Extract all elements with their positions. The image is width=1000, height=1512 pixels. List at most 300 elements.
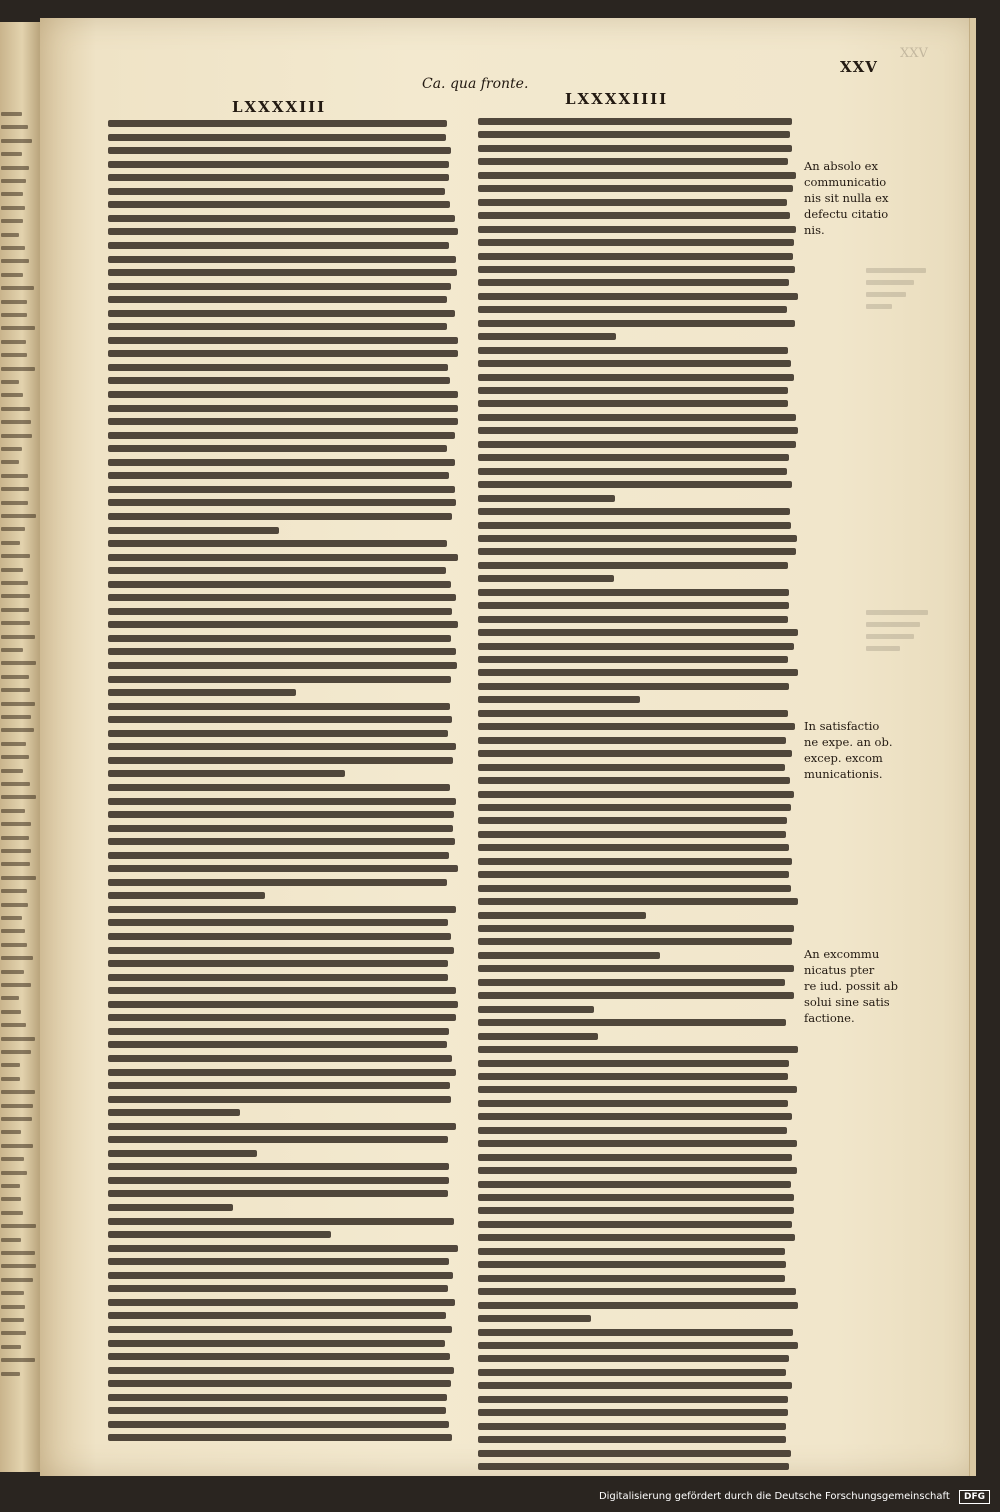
left-column-text-line — [108, 892, 265, 899]
left-column-text-line — [108, 1312, 446, 1319]
right-column-text-line — [478, 925, 794, 932]
left-column-text-line — [108, 703, 450, 710]
left-column-text-line — [108, 554, 458, 561]
footer-credit — [599, 1490, 990, 1504]
right-column-text-line — [478, 871, 789, 878]
right-column-text-line — [478, 145, 792, 152]
previous-page-text-line — [1, 916, 22, 920]
right-column-text-line — [478, 1006, 594, 1013]
right-column-text-line — [478, 669, 798, 676]
left-column-text-line — [108, 269, 457, 276]
right-column-text-line — [478, 347, 788, 354]
previous-page-text-line — [1, 340, 26, 344]
left-column-text-line — [108, 364, 448, 371]
left-column-text-line — [108, 242, 449, 249]
previous-page-text-line — [1, 407, 30, 411]
left-column-text-line — [108, 1014, 456, 1021]
right-column-text-line — [478, 885, 791, 892]
right-column-text-line — [478, 575, 614, 582]
right-column-text-line — [478, 1342, 798, 1349]
previous-page-text-line — [1, 943, 27, 947]
left-column-text-line — [108, 499, 456, 506]
right-column-text-line — [478, 750, 792, 757]
previous-page-text-line — [1, 1037, 35, 1041]
previous-page-text-line — [1, 568, 23, 572]
right-column-text-line — [478, 1033, 598, 1040]
right-column-text-line — [478, 1221, 792, 1228]
previous-page-text-line — [1, 259, 29, 263]
previous-page-text-line — [1, 367, 35, 371]
left-column-text-line — [108, 1258, 449, 1265]
left-column-text-line — [108, 201, 450, 208]
previous-page-text-line — [1, 836, 29, 840]
left-column-text-line — [108, 798, 456, 805]
previous-page-text-line — [1, 393, 23, 397]
left-column-text-line — [108, 594, 456, 601]
previous-page-text-line — [1, 1023, 26, 1027]
left-column-text-line — [108, 540, 447, 547]
previous-page-text-line — [1, 983, 31, 987]
previous-page-text-line — [1, 889, 27, 893]
left-column-text-line — [108, 323, 447, 330]
previous-page-text-line — [1, 273, 23, 277]
left-column-text-line — [108, 188, 445, 195]
left-column-text-line — [108, 337, 458, 344]
previous-page-text-line — [1, 822, 31, 826]
left-column-text-line — [108, 1285, 448, 1292]
previous-page-text-line — [1, 527, 25, 531]
right-column-text-line — [478, 737, 786, 744]
right-column-text-line — [478, 764, 785, 771]
previous-page-text-line — [1, 380, 19, 384]
right-column-text-line — [478, 400, 788, 407]
right-column-text-line — [478, 791, 794, 798]
right-column-text-line — [478, 952, 660, 959]
right-column-text-line — [478, 1288, 796, 1295]
left-column-text-line — [108, 838, 455, 845]
left-column-text-line — [108, 662, 457, 669]
previous-page-text-line — [1, 795, 36, 799]
left-column-text-line — [108, 120, 447, 127]
right-column-text-line — [478, 320, 795, 327]
previous-page-text-line — [1, 434, 32, 438]
right-column-text-line — [478, 992, 794, 999]
right-column-text-line — [478, 266, 795, 273]
previous-page-text-line — [1, 849, 31, 853]
previous-page-text-line — [1, 460, 19, 464]
running-title: Ca. qua fronte. — [422, 76, 529, 92]
footer-bar — [0, 1476, 1000, 1512]
left-column-text-line — [108, 621, 458, 628]
right-column-text-line — [478, 333, 616, 340]
left-column-text-line — [108, 960, 448, 967]
margin-note-absolutio: An absolo ex communicatio nis sit nulla ex defectu citatio nis. — [804, 159, 889, 237]
right-column-text-line — [478, 1086, 797, 1093]
previous-page-text-line — [1, 876, 36, 880]
right-column-text-line — [478, 1302, 798, 1309]
footer-credit-text: Digitalisierung gefördert durch die Deutsche Forschungsgemeinschaft — [598, 1491, 950, 1502]
right-column-text-line — [478, 253, 793, 260]
right-column-text-line — [478, 414, 796, 421]
left-column-text-line — [108, 1380, 451, 1387]
left-column-text-line — [108, 608, 452, 615]
left-column-text-line — [108, 1218, 454, 1225]
left-column-text-line — [108, 1109, 240, 1116]
previous-page-text-line — [1, 755, 29, 759]
previous-page-text-line — [1, 1117, 32, 1121]
previous-page-text-line — [1, 1372, 20, 1376]
left-column-number: LXXXXIII — [232, 98, 327, 116]
previous-page-text-line — [1, 139, 32, 143]
right-column-text-line — [478, 1355, 789, 1362]
left-column-text-line — [108, 1163, 449, 1170]
left-column-text-line — [108, 134, 446, 141]
right-column-text-line — [478, 495, 615, 502]
left-column-text-line — [108, 1150, 257, 1157]
previous-page-text-line — [1, 1291, 24, 1295]
left-column-text-line — [108, 852, 449, 859]
left-column-text-line — [108, 1028, 449, 1035]
left-column-text-line — [108, 865, 458, 872]
previous-page-text-line — [1, 809, 25, 813]
right-column-text-line — [478, 696, 640, 703]
right-column-text-line — [478, 1234, 795, 1241]
right-column-text-line — [478, 481, 792, 488]
left-column-text-line — [108, 1340, 445, 1347]
left-column-text-line — [108, 418, 458, 425]
left-column-text-line — [108, 1055, 452, 1062]
right-column-text-line — [478, 454, 789, 461]
previous-page-text-line — [1, 179, 26, 183]
offset-text-line — [866, 280, 914, 285]
right-column-text-line — [478, 1369, 786, 1376]
left-column-text-line — [108, 391, 458, 398]
previous-page-text-line — [1, 956, 33, 960]
left-column-text-line — [108, 1421, 449, 1428]
previous-page-text-line — [1, 728, 34, 732]
offset-text-line — [866, 634, 914, 639]
right-column-text-line — [478, 1060, 789, 1067]
right-column-text-line — [478, 1154, 792, 1161]
left-column-text-line — [108, 174, 449, 181]
left-column-text-line — [108, 906, 456, 913]
left-column-text-line — [108, 1394, 447, 1401]
left-column-text-line — [108, 1204, 233, 1211]
dfg-logo-badge: DFG — [959, 1490, 990, 1504]
previous-page-text-line — [1, 1090, 35, 1094]
previous-page-text-line — [1, 1305, 25, 1309]
previous-page-text-line — [1, 1211, 23, 1215]
offset-text-line — [866, 304, 892, 309]
previous-page-text-line — [1, 1251, 35, 1255]
left-column-text-line — [108, 1136, 448, 1143]
left-column-text-line — [108, 919, 448, 926]
left-column-text-line — [108, 784, 450, 791]
left-column-text-line — [108, 730, 448, 737]
right-column-text-line — [478, 589, 789, 596]
right-column-text-line — [478, 118, 792, 125]
left-column-text-line — [108, 1353, 450, 1360]
left-column-text-line — [108, 757, 453, 764]
left-column-text-line — [108, 1177, 449, 1184]
previous-page-text-line — [1, 1318, 24, 1322]
offset-text-line — [866, 622, 920, 627]
left-column-text-line — [108, 432, 455, 439]
previous-page-text-line — [1, 166, 29, 170]
previous-page-text-line — [1, 447, 22, 451]
previous-page-text-line — [1, 326, 35, 330]
right-column-text-line — [478, 723, 795, 730]
previous-page-text-line — [1, 608, 29, 612]
previous-page-text-line — [1, 501, 28, 505]
left-column-text-line — [108, 1272, 453, 1279]
right-column-text-line — [478, 535, 797, 542]
previous-page-text-line — [1, 675, 29, 679]
previous-page-text-line — [1, 206, 25, 210]
right-column-text-line — [478, 1127, 787, 1134]
right-column-text-line — [478, 979, 785, 986]
right-column-text-line — [478, 387, 788, 394]
right-column-number: LXXXXIIII — [565, 90, 669, 108]
previous-page-text-line — [1, 1077, 20, 1081]
previous-page-text-line — [1, 1264, 36, 1268]
left-column-text-line — [108, 1326, 452, 1333]
previous-page-text-line — [1, 862, 30, 866]
previous-page-text-line — [1, 152, 22, 156]
left-column-text-line — [108, 147, 451, 154]
left-column-text-line — [108, 1096, 451, 1103]
previous-page-text-line — [1, 996, 19, 1000]
right-column-text-line — [478, 1382, 792, 1389]
left-column-text-line — [108, 310, 455, 317]
right-column-text-line — [478, 1046, 798, 1053]
left-column-text-line — [108, 1001, 458, 1008]
right-column-text-line — [478, 293, 798, 300]
previous-page-text-line — [1, 903, 28, 907]
previous-page-text-line — [1, 1010, 21, 1014]
right-column-text-line — [478, 656, 788, 663]
left-column-text-line — [108, 296, 447, 303]
left-column-text-line — [108, 1069, 456, 1076]
left-column-text-line — [108, 228, 458, 235]
left-column-text-line — [108, 1434, 452, 1441]
right-column-text-line — [478, 817, 787, 824]
right-column-text-line — [478, 858, 792, 865]
right-column-text-line — [478, 629, 798, 636]
previous-page-text-line — [1, 594, 30, 598]
left-column-text-line — [108, 283, 451, 290]
right-column-text-line — [478, 844, 789, 851]
previous-page-text-line — [1, 1224, 36, 1228]
previous-page-text-line — [1, 112, 22, 116]
right-column-text-line — [478, 306, 787, 313]
right-column-text-line — [478, 912, 646, 919]
right-column-text-line — [478, 360, 791, 367]
left-column-text-line — [108, 974, 448, 981]
book-page — [40, 18, 976, 1476]
previous-page-text-line — [1, 487, 29, 491]
previous-page-text-line — [1, 1278, 33, 1282]
left-column-text-line — [108, 1041, 447, 1048]
left-column-text-line — [108, 567, 446, 574]
previous-page-text-line — [1, 581, 28, 585]
left-column-text-line — [108, 1190, 448, 1197]
right-column-text-line — [478, 1463, 789, 1470]
left-column-text-line — [108, 635, 451, 642]
left-column-text-line — [108, 161, 449, 168]
left-column-text-line — [108, 215, 455, 222]
right-column-text-line — [478, 1315, 591, 1322]
folio-number: XXV — [840, 58, 878, 76]
left-column-text-line — [108, 676, 451, 683]
right-column-text-line — [478, 1113, 792, 1120]
previous-page-text-line — [1, 541, 20, 545]
previous-page-text-line — [1, 970, 24, 974]
left-column-text-line — [108, 811, 454, 818]
left-column-text-line — [108, 770, 345, 777]
previous-page-text-line — [1, 929, 25, 933]
left-column-text-line — [108, 527, 279, 534]
previous-page-text-line — [1, 742, 26, 746]
left-column-text-line — [108, 459, 455, 466]
right-column-text-line — [478, 965, 794, 972]
left-column-text-line — [108, 405, 458, 412]
right-column-text-line — [478, 427, 798, 434]
previous-page-text-line — [1, 300, 27, 304]
left-column-text-line — [108, 581, 451, 588]
previous-page-text-line — [1, 246, 25, 250]
left-column-text-line — [108, 716, 452, 723]
left-column-text-line — [108, 743, 456, 750]
right-column-text-line — [478, 185, 793, 192]
right-column-text-line — [478, 199, 787, 206]
previous-page-text-line — [1, 1184, 20, 1188]
offset-text-line — [866, 268, 926, 273]
right-column-text-line — [478, 1450, 791, 1457]
left-column-text-line — [108, 256, 456, 263]
right-column-text-line — [478, 226, 796, 233]
right-column-text-line — [478, 239, 794, 246]
previous-page-text-line — [1, 353, 27, 357]
right-column-text-line — [478, 643, 794, 650]
previous-page-text-line — [1, 769, 23, 773]
previous-page-text-line — [1, 782, 30, 786]
previous-page-text-line — [1, 286, 34, 290]
previous-page-text-line — [1, 1238, 21, 1242]
previous-page-text-line — [1, 1104, 33, 1108]
left-column-text-line — [108, 1367, 454, 1374]
right-column-text-line — [478, 562, 788, 569]
previous-page-text-line — [1, 661, 36, 665]
left-column-text-line — [108, 472, 449, 479]
left-column-text-line — [108, 377, 450, 384]
right-column-text-line — [478, 508, 790, 515]
left-column-text-line — [108, 513, 452, 520]
right-column-text-line — [478, 710, 788, 717]
right-column-text-line — [478, 1019, 786, 1026]
previous-page-edge — [0, 22, 42, 1472]
left-column-text-line — [108, 1299, 455, 1306]
previous-page-text-line — [1, 125, 28, 129]
left-column-text-line — [108, 445, 447, 452]
left-column-text-line — [108, 689, 296, 696]
left-column-text-line — [108, 1231, 331, 1238]
right-column-text-line — [478, 1140, 797, 1147]
previous-page-text-line — [1, 1171, 27, 1175]
offset-text-line — [866, 646, 900, 651]
page-fore-edge — [969, 18, 976, 1476]
previous-page-text-line — [1, 474, 28, 478]
left-column-text-line — [108, 1245, 458, 1252]
previous-page-text-line — [1, 1345, 21, 1349]
previous-page-text-line — [1, 635, 35, 639]
previous-page-text-line — [1, 1130, 21, 1134]
left-column-text-line — [108, 1082, 450, 1089]
right-column-text-line — [478, 602, 789, 609]
previous-page-text-line — [1, 192, 23, 196]
left-column-text-line — [108, 648, 456, 655]
left-column-text-line — [108, 350, 458, 357]
previous-page-text-line — [1, 554, 30, 558]
margin-note-satisfactione: In satisfactio ne expe. an ob. excep. excom municationis. — [804, 719, 893, 781]
right-column-text-line — [478, 1436, 786, 1443]
offset-text-line — [866, 292, 906, 297]
left-column-text-line — [108, 987, 456, 994]
show-through-folio: XXV — [900, 46, 928, 61]
right-column-text-line — [478, 898, 798, 905]
previous-page-text-line — [1, 1331, 26, 1335]
right-column-text-line — [478, 1423, 786, 1430]
left-column-text-line — [108, 933, 451, 940]
previous-page-text-line — [1, 1050, 31, 1054]
right-column-text-line — [478, 1409, 788, 1416]
previous-page-text-line — [1, 648, 23, 652]
right-column-text-line — [478, 1100, 788, 1107]
left-column-text-line — [108, 825, 453, 832]
left-column-text-line — [108, 1407, 446, 1414]
right-column-text-line — [478, 548, 796, 555]
right-column-text-line — [478, 1181, 791, 1188]
previous-page-text-line — [1, 420, 31, 424]
left-column-text-line — [108, 879, 447, 886]
previous-page-text-line — [1, 313, 27, 317]
previous-page-text-line — [1, 621, 30, 625]
right-column-text-line — [478, 374, 794, 381]
right-column-text-line — [478, 1261, 786, 1268]
right-column-text-line — [478, 279, 789, 286]
previous-page-text-line — [1, 1063, 20, 1067]
right-column-text-line — [478, 1329, 793, 1336]
previous-page-text-line — [1, 233, 19, 237]
previous-page-text-line — [1, 1144, 33, 1148]
previous-page-text-line — [1, 1197, 21, 1201]
right-column-text-line — [478, 212, 790, 219]
right-column-text-line — [478, 938, 792, 945]
right-column-text-line — [478, 468, 787, 475]
right-column-text-line — [478, 158, 788, 165]
right-column-text-line — [478, 1275, 785, 1282]
previous-page-text-line — [1, 219, 23, 223]
left-column-text-line — [108, 947, 454, 954]
previous-page-text-line — [1, 514, 36, 518]
right-column-text-line — [478, 441, 796, 448]
right-column-text-line — [478, 1194, 794, 1201]
previous-page-text-line — [1, 1358, 35, 1362]
right-column-text-line — [478, 1167, 797, 1174]
right-column-text-line — [478, 777, 790, 784]
right-column-text-line — [478, 804, 791, 811]
right-column-text-line — [478, 1207, 794, 1214]
